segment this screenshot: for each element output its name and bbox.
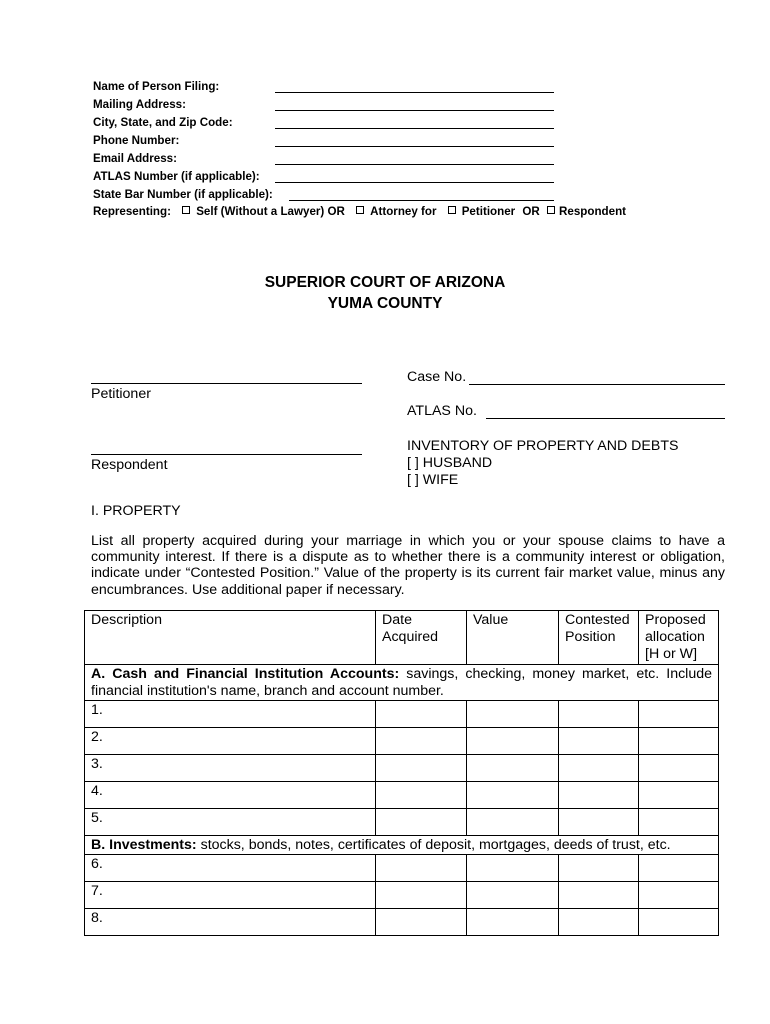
value-cell[interactable] [467, 728, 559, 755]
instructions-paragraph: List all property acquired during your marriage in which you or your spouse claims to have a community interest. If there is a dispute as to whether there is a community interest or obligation, indicate under “Contested Position.” Value of the property is its current fair market value, minus any encumbrances. Use additional paper if necessary. [91, 533, 725, 598]
email-address-line[interactable] [275, 164, 554, 165]
filer-name-line[interactable] [275, 92, 554, 93]
row-number: 1. [85, 701, 376, 728]
date-cell[interactable] [376, 809, 467, 836]
section-heading: I. PROPERTY [91, 503, 181, 519]
group-a-text: savings, checking, money market, etc. Include financial institution's name, branch and account number. [91, 666, 712, 699]
date-cell[interactable] [376, 755, 467, 782]
header-description: Description [85, 611, 376, 665]
table-row [85, 809, 719, 836]
table-row [85, 728, 719, 755]
case-number-line[interactable] [469, 384, 725, 385]
mailing-address-line[interactable] [275, 110, 554, 111]
row-number: 4. [85, 782, 376, 809]
contested-cell[interactable] [559, 855, 639, 882]
city-state-zip-line[interactable] [275, 128, 554, 129]
contested-cell[interactable] [559, 701, 639, 728]
allocation-cell[interactable] [639, 855, 719, 882]
value-cell[interactable] [467, 855, 559, 882]
atlas-number-line[interactable] [275, 182, 554, 183]
city-state-zip-label: City, State, and Zip Code: [93, 116, 233, 129]
allocation-cell[interactable] [639, 701, 719, 728]
table-row [85, 882, 719, 909]
row-number: 7. [85, 882, 376, 909]
email-address-label: Email Address: [93, 152, 177, 165]
date-cell[interactable] [376, 728, 467, 755]
table-row [85, 855, 719, 882]
table-row [85, 701, 719, 728]
attorney-checkbox[interactable] [356, 206, 364, 214]
state-bar-label: State Bar Number (if applicable): [93, 188, 273, 201]
row-number: 5. [85, 809, 376, 836]
attorney-option-label: Attorney for [370, 205, 437, 218]
atlas-no-label: ATLAS No. [407, 403, 477, 419]
allocation-cell[interactable] [639, 882, 719, 909]
atlas-number-label: ATLAS Number (if applicable): [93, 170, 260, 183]
county-name: YUMA COUNTY [327, 295, 443, 312]
contested-cell[interactable] [559, 755, 639, 782]
group-b-text: stocks, bonds, notes, certificates of deposit, mortgages, deeds of trust, etc. [196, 837, 671, 853]
table-row [85, 909, 719, 936]
value-cell[interactable] [467, 701, 559, 728]
self-option-label: Self (Without a Lawyer) OR [196, 205, 345, 218]
petitioner-option-label: Petitioner [461, 205, 516, 218]
allocation-cell[interactable] [639, 809, 719, 836]
allocation-cell[interactable] [639, 782, 719, 809]
allocation-cell[interactable] [639, 909, 719, 936]
respondent-label: Respondent [91, 457, 168, 473]
petitioner-label: Petitioner [91, 386, 151, 402]
atlas-no-line[interactable] [486, 418, 725, 419]
header-contested-position: Contested Position [559, 611, 639, 665]
date-cell[interactable] [376, 782, 467, 809]
row-number: 2. [85, 728, 376, 755]
court-name: SUPERIOR COURT OF ARIZONA [264, 274, 506, 291]
value-cell[interactable] [467, 755, 559, 782]
table-row [85, 755, 719, 782]
group-b-title: B. Investments: [91, 837, 197, 853]
property-table [84, 610, 719, 936]
header-proposed-allocation: Proposed allocation [H or W] [639, 611, 719, 665]
group-a-cell [85, 665, 719, 701]
row-number: 8. [85, 909, 376, 936]
case-number-label: Case No. [407, 369, 467, 385]
respondent-option-label: Respondent [559, 205, 627, 218]
respondent-checkbox[interactable] [547, 206, 555, 214]
table-row [85, 782, 719, 809]
date-cell[interactable] [376, 855, 467, 882]
representing-label: Representing: [93, 205, 171, 218]
contested-cell[interactable] [559, 728, 639, 755]
document-title: INVENTORY OF PROPERTY AND DEBTS [407, 438, 679, 454]
mailing-address-label: Mailing Address: [93, 98, 186, 111]
contested-cell[interactable] [559, 809, 639, 836]
group-a-row [85, 665, 719, 701]
date-cell[interactable] [376, 701, 467, 728]
table-header-row [85, 611, 719, 665]
petitioner-checkbox[interactable] [448, 206, 456, 214]
phone-number-line[interactable] [275, 146, 554, 147]
respondent-line[interactable] [91, 454, 362, 455]
wife-option[interactable]: [ ] WIFE [407, 472, 459, 488]
representing-row [93, 203, 626, 221]
value-cell[interactable] [467, 909, 559, 936]
state-bar-line[interactable] [289, 200, 554, 201]
header-date-acquired: Date Acquired [376, 611, 467, 665]
group-b-row [85, 836, 719, 855]
petitioner-line[interactable] [91, 383, 362, 384]
allocation-cell[interactable] [639, 755, 719, 782]
value-cell[interactable] [467, 782, 559, 809]
contested-cell[interactable] [559, 782, 639, 809]
value-cell[interactable] [467, 882, 559, 909]
date-cell[interactable] [376, 882, 467, 909]
group-a-title: A. Cash and Financial Institution Accounts: [91, 666, 400, 682]
husband-option[interactable]: [ ] HUSBAND [407, 455, 493, 471]
row-number: 3. [85, 755, 376, 782]
filer-name-label: Name of Person Filing: [93, 80, 220, 93]
or-text: OR [522, 205, 540, 218]
header-value: Value [467, 611, 559, 665]
date-cell[interactable] [376, 909, 467, 936]
self-checkbox[interactable] [182, 206, 190, 214]
group-b-cell [85, 836, 719, 855]
contested-cell[interactable] [559, 909, 639, 936]
phone-number-label: Phone Number: [93, 134, 180, 147]
value-cell[interactable] [467, 809, 559, 836]
allocation-cell[interactable] [639, 728, 719, 755]
row-number: 6. [85, 855, 376, 882]
contested-cell[interactable] [559, 882, 639, 909]
